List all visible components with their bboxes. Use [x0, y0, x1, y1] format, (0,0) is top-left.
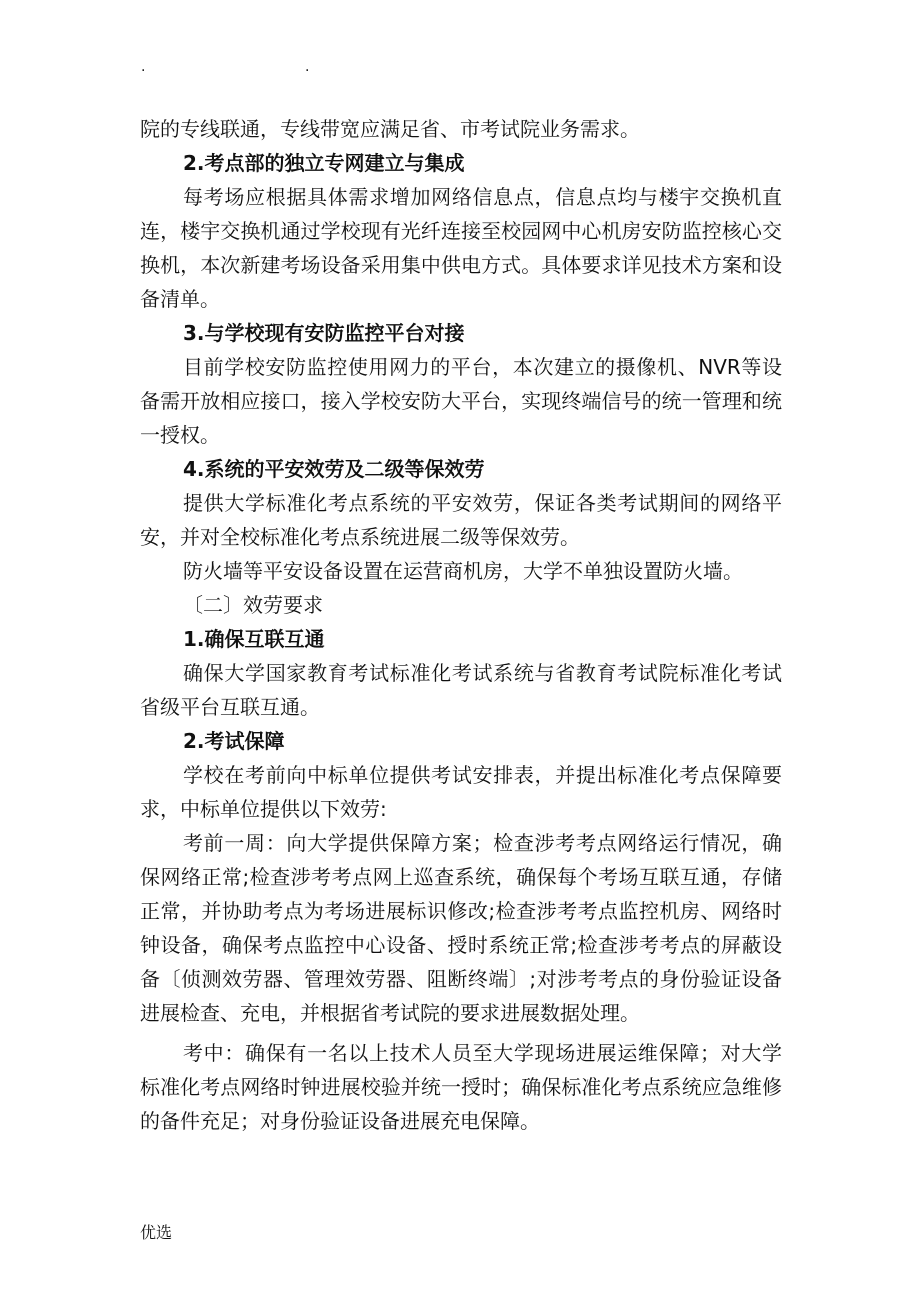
paragraph-week-before: 考前一周：向大学提供保障方案；检查涉考考点网络运行情况，确保网络正常;检查涉考考点网上巡查系统，确保每个考场互联互通，存储正常，并协助考点为考场进展标识修改;检查涉考考点监控机房、网络时钟设备，确保考点监控中心设备、授时系统正常;检查涉考考点的屏蔽设备〔侦测效劳器、管理效劳器、阻断终端〕;对涉考考点的身份验证设备进展检查、充电，并根据省考试院的要求进展数据处理。: [140, 831, 782, 1025]
paragraph-firewall: 防火墙等平安设备设置在运营商机房，大学不单独设置防火墙。: [183, 559, 743, 583]
section-heading-exam-guarantee: 2.考试保障: [183, 729, 285, 753]
section-heading-3: 3.与学校现有安防监控平台对接: [183, 321, 465, 345]
section-heading-4: 4.系统的平安效劳及二级等保效劳: [183, 457, 485, 481]
footer-label: 优选: [140, 1223, 173, 1242]
paragraph-continuation: 院的专线联通，专线带宽应满足省、市考试院业务需求。: [140, 117, 640, 141]
section-heading-interconnect: 1.确保互联互通: [183, 627, 325, 651]
paragraph-interconnect: 确保大学国家教育考试标准化考试系统与省教育考试院标准化考试省级平台互联互通。: [140, 661, 782, 719]
header-dot-right: .: [305, 59, 310, 75]
paragraph-exam-schedule: 学校在考前向中标单位提供考试安排表，并提出标准化考点保障要求，中标单位提供以下效劳:: [140, 763, 782, 821]
paragraph-network-points: 每考场应根据具体需求增加网络信息点，信息点均与楼宇交换机直连，楼宇交换机通过学校现有光纤连接至校园网中心机房安防监控核心交换机，本次新建考场设备采用集中供电方式。具体要求详见技术方案和设备清单。: [140, 185, 782, 311]
paragraph-during-exam: 考中：确保有一名以上技术人员至大学现场进展运维保障；对大学标准化考点网络时钟进展校验并统一授时；确保标准化考点系统应急维修的备件充足；对身份验证设备进展充电保障。: [140, 1041, 782, 1133]
header-dot-left: .: [141, 59, 146, 75]
paragraph-security-platform: 目前学校安防监控使用网力的平台，本次建立的摄像机、NVR等设备需开放相应接口，接入学校安防大平台，实现终端信号的统一管理和统一授权。: [140, 355, 782, 447]
paragraph-security-service: 提供大学标准化考点系统的平安效劳，保证各类考试期间的网络平安，并对全校标准化考点系统进展二级等保效劳。: [140, 491, 782, 549]
section-heading-2: 2.考点部的独立专网建立与集成: [183, 151, 465, 175]
document-body: [140, 112, 782, 1138]
chapter-heading-service-requirements: 〔二〕效劳要求: [183, 593, 323, 617]
